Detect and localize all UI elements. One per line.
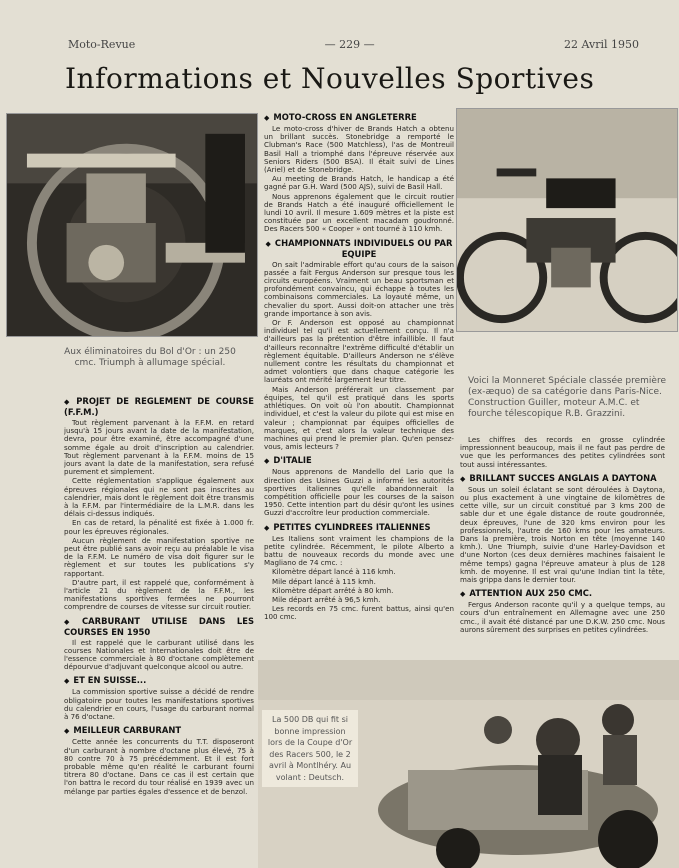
paragraph: Cette année les concurrents du T.T. disposeront d'un carburant à nombre d'octane plus élevé, 75 à 80 contre 70 à 75 précédemment. Et il est fort probable même qu'en réalité le carburant fourni titrera 80 d'octane. Dans ce cas il est certain que l'on battra le record du tour réalisé en 1939 avec un mélange par parties égales d'essence et de benzol. — [64, 737, 254, 796]
paragraph: Or F. Anderson est opposé au championnat individuel tel qu'il est actuellement conçu. Il n'a d'ailleurs pas la prétention d'être infaillible. Il faut d'ailleurs reconnaître l'extrême difficulté d'établir un règlement équitable. D'ailleurs Anderson ne s'élève nullement contre les résultats du championnat et admet volontiers que dans chaque catégorie les lauréats ont mérité largement leur titre. — [264, 318, 454, 385]
heading-250-cmc: ◆ ATTENTION AUX 250 CMC. — [460, 588, 593, 599]
paragraph: Nous apprenons de Mandello del Lario que la direction des Usines Guzzi a informé les autorités sportives italiennes qu'elle abandonnerait la compétition officielle pour les courses de la saison 1950. Cette intention part du désir qu'ont les usines Guzzi d'accroître leur production commerciale. — [264, 467, 454, 518]
heading-moto-cross: ◆ MOTO-CROSS EN ANGLETERRE — [264, 112, 417, 122]
heading-italie: ◆ D'ITALIE — [264, 455, 312, 466]
magazine-name: Moto-Revue — [68, 38, 136, 51]
heading-meilleur-carburant: ◆ MEILLEUR CARBURANT — [64, 725, 182, 736]
paragraph: Aucun règlement de manifestation sportive ne peut être publié sans avoir reçu au préalable le visa de la F.F.M. Le numéro de visa doit figurer sur le règlement et sur toutes les publications s'y rapportant. — [64, 535, 254, 578]
paragraph: Mais Anderson préférerait un classement par équipes, tel qu'il est pratiqué dans les sports athlétiques. On voit où l'on aboutit. Championnat individuel, et c'est la valeur du pilote qui est mise en valeur ; championnat par équipes officielles de marques, et c'est alors la valeur technique des machines qui prend le premier plan. Qu'en pensez-vous, amis lecteurs ? — [264, 384, 454, 452]
record-line: Kilomètre départ lancé à 116 kmh. — [272, 567, 396, 577]
record-line: Kilomètre départ arrêté à 80 kmh. — [272, 585, 394, 595]
monneret-photo-caption: Voici la Monneret Spéciale classée première (ex-æquo) de sa catégorie dans Paris-Nice. Construction Guiller, moteur A.M.C. et fourche télescopique R.B. Grazzini. — [468, 376, 666, 419]
racer-photo-caption: La 500 DB qui fit si bonne impression lors de la Coupe d'Or des Racers 500, le 2 avril à Montlhéry. Au volant : Deutsch. — [262, 710, 358, 787]
paragraph: On sait l'admirable effort qu'au cours de la saison passée a fait Fergus Anderson sur presque tous les circuits européens. Vraiment un beau sportsman et profondément convaincu, qui échappe à toutes les combinaisons commerciales. La loyauté même, un chevalier du sport. Aussi doit-on attacher une très grande importance à son avis. — [264, 259, 454, 318]
left-column — [64, 392, 254, 868]
paragraph: Au meeting de Brands Hatch, le handicap a été gagné par G.H. Ward (500 AJS), suivi de Basil Hall. — [264, 174, 454, 192]
paragraph: Il est rappelé que le carburant utilisé dans les courses Nationales et Internationales doit être de l'essence commerciale à 80 d'octane complètement dépourvue d'adjuvant quelconque alcool ou autre. — [64, 637, 254, 672]
paragraph: Les Italiens sont vraiment les champions de la petite cylindrée. Récemment, le pilote Alberto a battu de nouveaux records du monde avec une Magliano de 74 cmc. : — [264, 533, 454, 568]
right-column — [460, 436, 665, 658]
page-title: Informations et Nouvelles Sportives — [65, 62, 595, 95]
paragraph: Fergus Anderson raconte qu'il y a quelque temps, au cours d'un entraînement en Allemagne avec une 250 cmc., il avait été distancé par une D.K.W. 250 cmc. Nous aurons sûrement des surprises en petites cylindrées. — [460, 600, 665, 634]
paragraph: Les records en 75 cmc. furent battus, ainsi qu'en 100 cmc. — [264, 604, 454, 622]
paragraph: Nous apprenons également que le circuit routier de Brands Hatch a été inauguré officiellement le lundi 10 avril. Il mesure 1.609 mètres et la piste est constituée par un excellent macadam goudronné. Des Racers 500 « Cooper » ont tourné à 110 kmh. — [264, 191, 454, 234]
heading-championnats: ◆ CHAMPIONNATS INDIVIDUELS OU PAR EQUIPE — [265, 237, 453, 259]
issue-date: 22 Avril 1950 — [564, 38, 639, 51]
heading-carburant-utilise: ◆ CARBURANT UTILISE DANS LES COURSES EN 1950 — [64, 615, 254, 637]
paragraph: Tout règlement parvenant à la F.F.M. en retard jusqu'à 15 jours avant la date de la manifestation, devra, pour être examiné, être accompagné d'une somme égale au droit d'inscription au calendrier. Tout règlement parvenant à la F.F.M. moins de 15 jours avant la date de la manifestation, sera refusé purement et simplement. — [64, 418, 254, 477]
engine-photo-image — [7, 114, 257, 336]
engine-photo — [6, 113, 258, 337]
heading-daytona: ◆ BRILLANT SUCCES ANGLAIS A DAYTONA — [460, 472, 657, 483]
record-line: Mile départ arrêté à 96,5 kmh. — [272, 594, 381, 604]
page-number: — 229 — — [324, 38, 375, 51]
monneret-photo — [456, 108, 678, 332]
paragraph: En cas de retard, la pénalité est fixée à 1.000 fr. pour les épreuves régionales. — [64, 518, 254, 536]
paragraph: Le moto-cross d'hiver de Brands Hatch a obtenu un brillant succès. Stonebridge a remporté le Clubman's Race (500 Matchless), l'as de Montreuil Basil Hall a triomphé dans l'épreuve réservée aux Seniors Riders (500 BSA). Il était suivi de Lines (Ariel) et de Stonebridge. — [264, 124, 454, 175]
paragraph: D'autre part, il est rappelé que, conformément à l'article 21 du règlement de la F.F.M., les manifestations sportives fermées ne pourront comprendre de courses de vitesse sur circuit routier. — [64, 577, 254, 612]
page-header — [68, 38, 639, 54]
heading-projet-reglement: ◆ PROJET DE REGLEMENT DE COURSE (F.F.M.) — [64, 396, 254, 417]
monneret-photo-image — [457, 109, 677, 331]
heading-petites-cylindrees: ◆ PETITES CYLINDREES ITALIENNES — [264, 521, 431, 532]
record-line: Mile départ lancé à 115 kmh. — [272, 576, 376, 586]
paragraph: Les chiffres des records en grosse cylindrée impressionnent beaucoup, mais il ne faut pas perdre de vue que les performances des petites cylindrées sont tout aussi intéressantes. — [460, 436, 665, 469]
paragraph: Cette réglementation s'applique également aux épreuves régionales qui ne sont pas inscrites au calendrier, mais dont le règlement doit être transmis à la F.F.M. par l'intermédiaire de la L.M.R. dans les délais ci-dessus indiqués. — [64, 476, 254, 519]
middle-column — [264, 108, 454, 658]
paragraph: La commission sportive suisse a décidé de rendre obligatoire pour toutes les manifestations sportives du calendrier en cours, l'usage du carburant normal à 76 d'octane. — [64, 687, 254, 722]
engine-photo-caption: Aux éliminatoires du Bol d'Or : un 250 cmc. Triumph à allumage spécial. — [64, 347, 236, 368]
heading-suisse: ◆ ET EN SUISSE... — [64, 675, 147, 686]
paragraph: Sous un soleil éclatant se sont déroulées à Daytona, ou plus exactement à une vingtaine de kilomètres de cette ville, sur un circuit constitué par 3 kms 200 de sable dur et une égale distance de route goudronnée, deux épreuves, l'une de 320 kms environ pour les professionnels, l'autre de 160 kms pour les amateurs. Dans la première, trois Norton en tête (moyenne 140 kmh.). Une Triumph, suivie d'une Harley-Davidson et d'une Norton (ces deux dernières machines faisaient le même temps) gagna l'épreuve amateur à plus de 128 kmh. de moyenne. Il est vrai qu'une Indian tint la tête, mais grippa dans le dernier tour. — [460, 484, 665, 585]
